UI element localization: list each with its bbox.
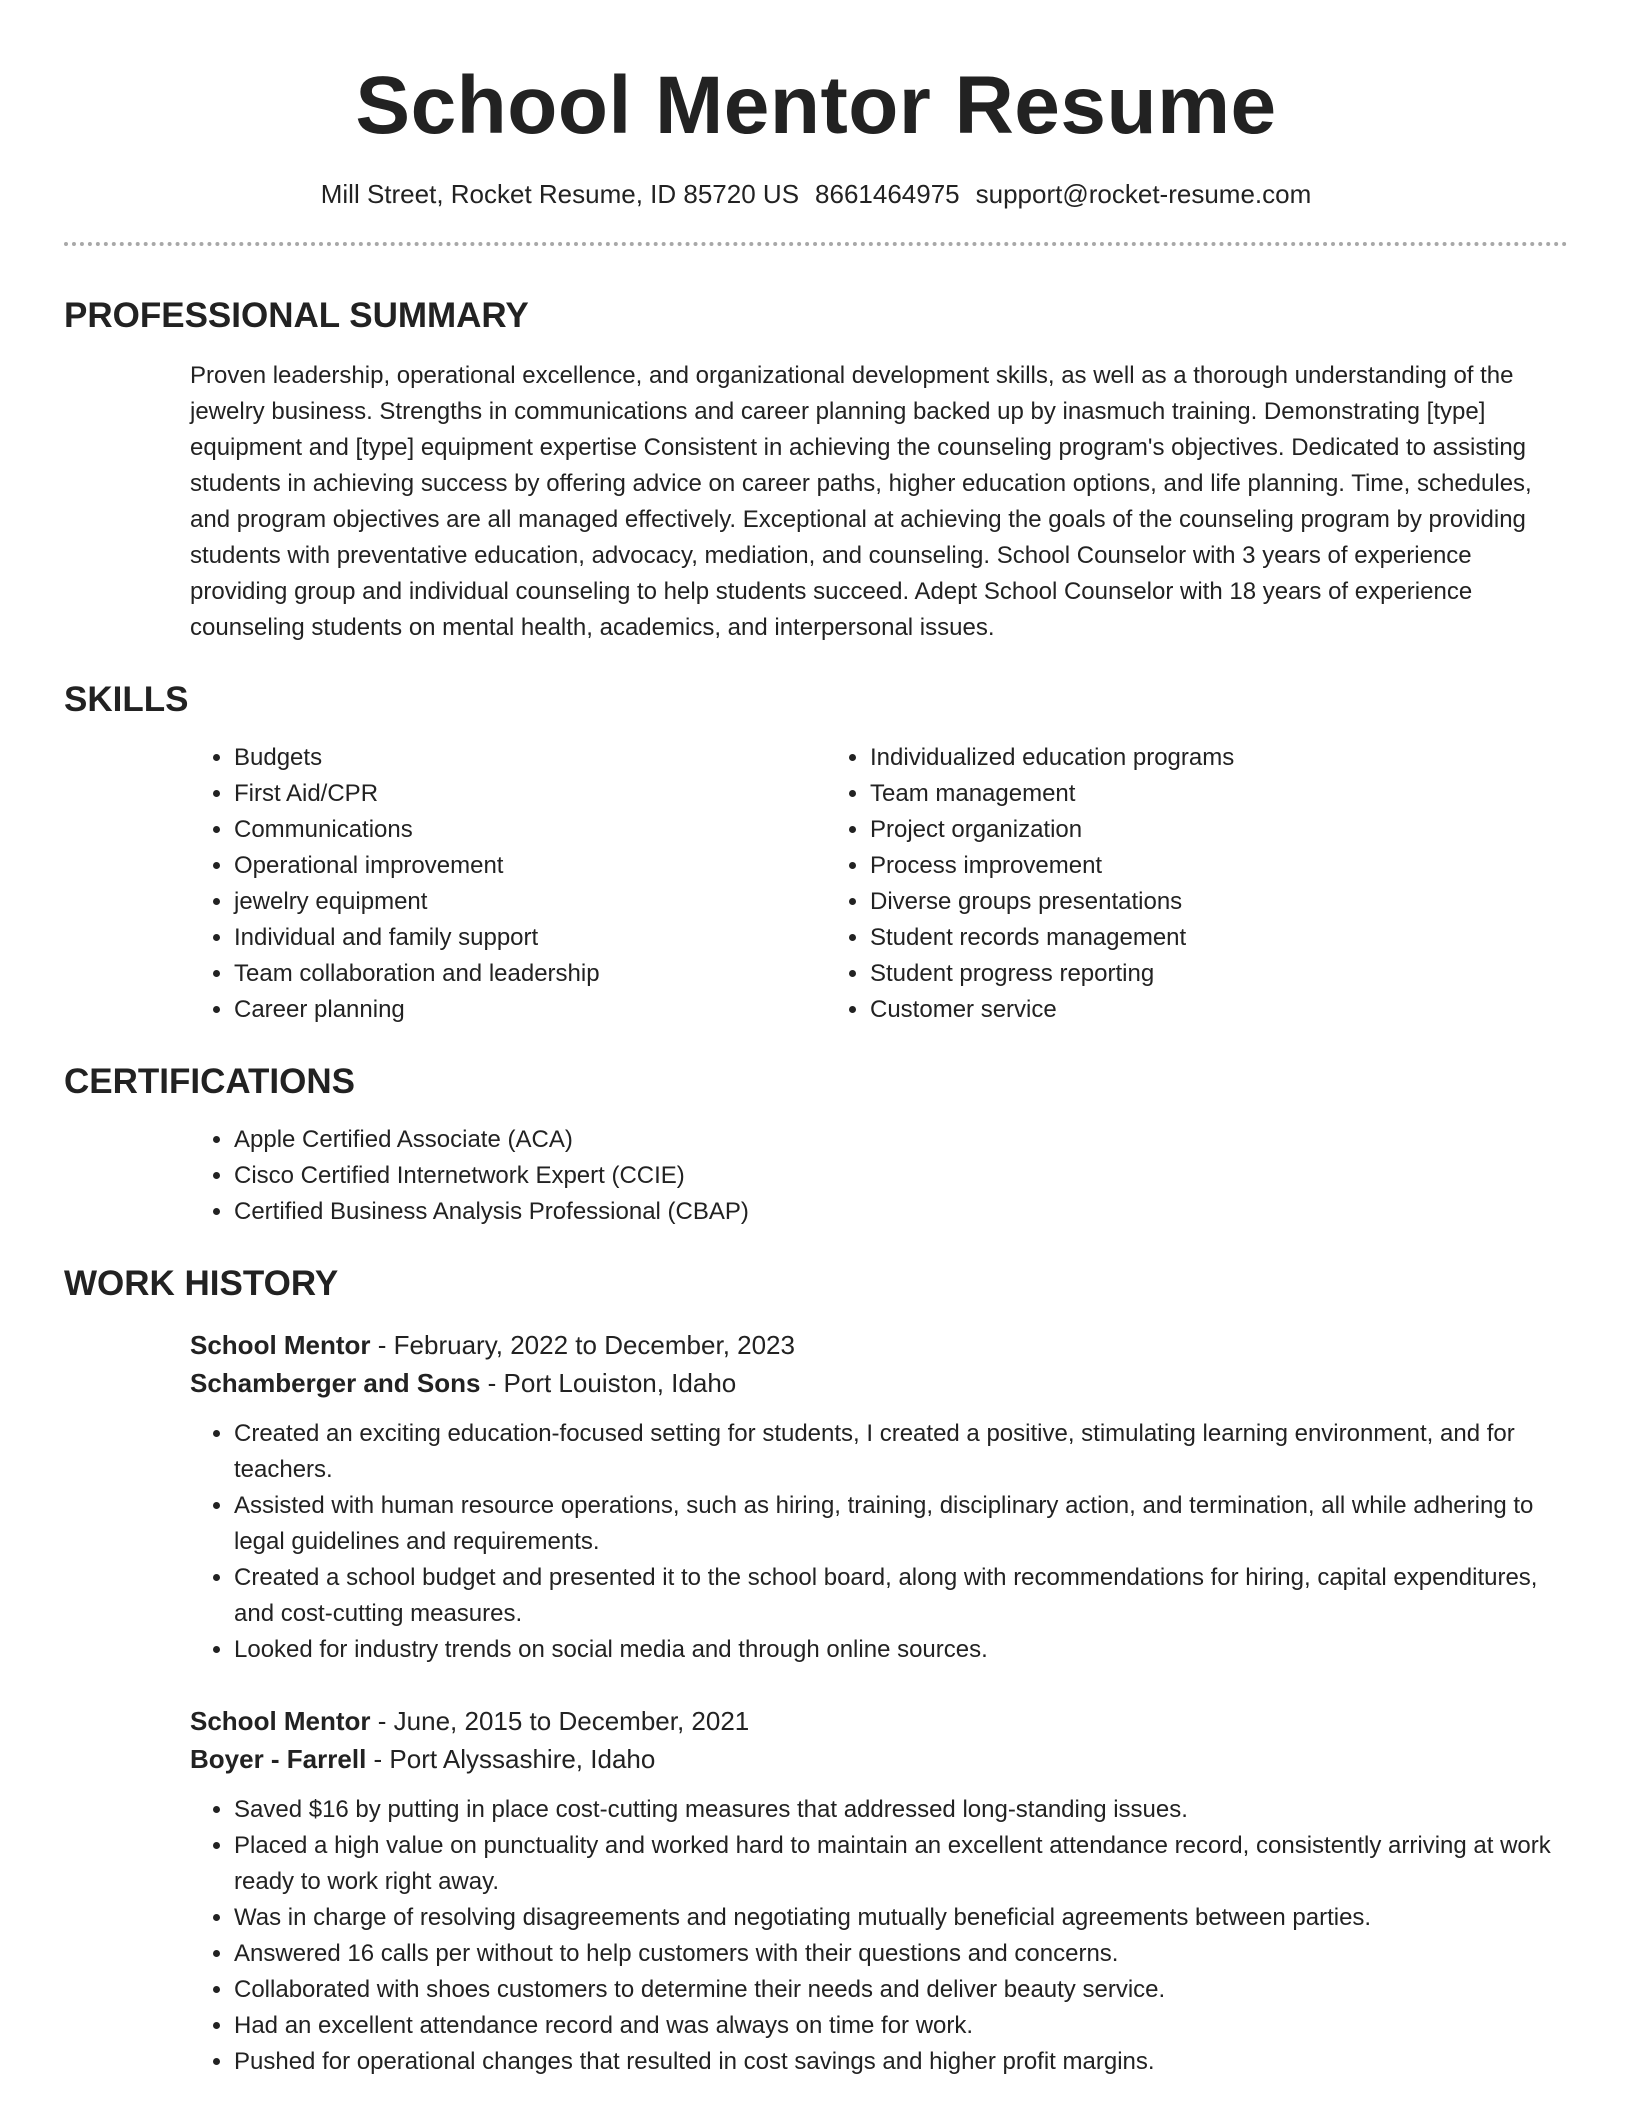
contact-email: support@rocket-resume.com [975,179,1312,209]
job-bullet: • Created an exciting education-focused setting for students, I created a positive, stimulating learning environment, and for teachers. [234,1416,1568,1488]
skills-column-left [190,740,826,1028]
job-company: Boyer - Farrell [190,1744,367,1774]
skills-heading: SKILLS [64,680,189,719]
job-bullet: • Answered 16 calls per without to help customers with their questions and concerns. [234,1936,1568,1972]
job-title-line [190,1702,1568,1740]
skill-item: • Diverse groups presentations [870,884,1568,920]
job-bullet: • Had an excellent attendance record and was always on time for work. [234,2008,1568,2044]
job-dates: - June, 2015 to December, 2021 [370,1706,750,1736]
work-history-section [64,1260,1568,2080]
summary-section [64,292,1568,646]
skills-column-right [826,740,1568,1028]
skill-item: • Project organization [870,812,1568,848]
certification-item: • Certified Business Analysis Professional (CBAP) [234,1194,1568,1230]
skill-item: • First Aid/CPR [234,776,826,812]
job-bullets [190,1416,1568,1668]
job-company-line [190,1364,1568,1402]
job-bullet: • Saved $16 by putting in place cost-cutting measures that addressed long-standing issues. [234,1792,1568,1828]
job-bullet: • Collaborated with shoes customers to determine their needs and deliver beauty service. [234,1972,1568,2008]
skill-item: • Communications [234,812,826,848]
certifications-list [190,1122,1568,1230]
contact-phone: 8661464975 [815,179,960,209]
skill-item: • Student records management [870,920,1568,956]
skill-item: • Budgets [234,740,826,776]
certifications-heading: CERTIFICATIONS [64,1062,356,1101]
skill-item: • Customer service [870,992,1568,1028]
certification-item: • Apple Certified Associate (ACA) [234,1122,1568,1158]
job-entry [190,1326,1568,1668]
certifications-section [64,1058,1568,1230]
job-company-line [190,1740,1568,1778]
job-location: - Port Louiston, Idaho [480,1368,737,1398]
job-bullet: • Assisted with human resource operations, such as hiring, training, disciplinary action, and termination, all while adhering to legal guidelines and requirements. [234,1488,1568,1560]
job-bullet: • Created a school budget and presented it to the school board, along with recommendations for hiring, capital expenditures, and cost-cutting measures. [234,1560,1568,1632]
certification-item: • Cisco Certified Internetwork Expert (CCIE) [234,1158,1568,1194]
job-bullet: • Looked for industry trends on social media and through online sources. [234,1632,1568,1668]
job-entry [190,1702,1568,2080]
skill-item: • Team management [870,776,1568,812]
header-divider [64,242,1568,246]
skill-item: • Team collaboration and leadership [234,956,826,992]
job-bullets [190,1792,1568,2080]
job-dates: - February, 2022 to December, 2023 [370,1330,795,1360]
summary-heading: PROFESSIONAL SUMMARY [64,296,529,335]
job-title-line [190,1326,1568,1364]
summary-text: Proven leadership, operational excellence, and organizational development skills, as well as a thorough understanding of the jewelry business. Strengths in communications and career planning backed up by inasmuch training. Demonstrating [type] equipment and [type] equipment expertise Consistent in achieving the counseling program's objectives. Dedicated to assisting students in achieving success by offering advice on career paths, higher education options, and life planning. Time, schedules, and program objectives are all managed effectively. Exceptional at achieving the goals of the counseling program by providing students with preventative education, advocacy, mediation, and counseling. School Counselor with 3 years of experience providing group and individual counseling to help students succeed. Adept School Counselor with 18 years of experience counseling students on mental health, academics, and interpersonal issues. [190,362,1532,641]
skill-item: • Individualized education programs [870,740,1568,776]
skill-item: • Individual and family support [234,920,826,956]
skill-item: • Process improvement [870,848,1568,884]
skill-item: • Career planning [234,992,826,1028]
page-title: School Mentor Resume [355,60,1277,151]
work-history-heading: WORK HISTORY [64,1264,339,1303]
contact-address: Mill Street, Rocket Resume, ID 85720 US [320,179,800,209]
skill-item: • Student progress reporting [870,956,1568,992]
job-bullet: • Was in charge of resolving disagreements and negotiating mutually beneficial agreements between parties. [234,1900,1568,1936]
skills-section [64,676,1568,1028]
job-bullet: • Placed a high value on punctuality and worked hard to maintain an excellent attendance record, consistently arriving at work ready to work right away. [234,1828,1568,1900]
skills-columns [190,740,1568,1028]
skill-item: • jewelry equipment [234,884,826,920]
job-title: School Mentor [190,1706,371,1736]
job-title: School Mentor [190,1330,371,1360]
contact-line [64,176,1568,212]
job-location: - Port Alyssashire, Idaho [366,1744,656,1774]
job-bullet: • Pushed for operational changes that resulted in cost savings and higher profit margins. [234,2044,1568,2080]
job-company: Schamberger and Sons [190,1368,481,1398]
skill-item: • Operational improvement [234,848,826,884]
